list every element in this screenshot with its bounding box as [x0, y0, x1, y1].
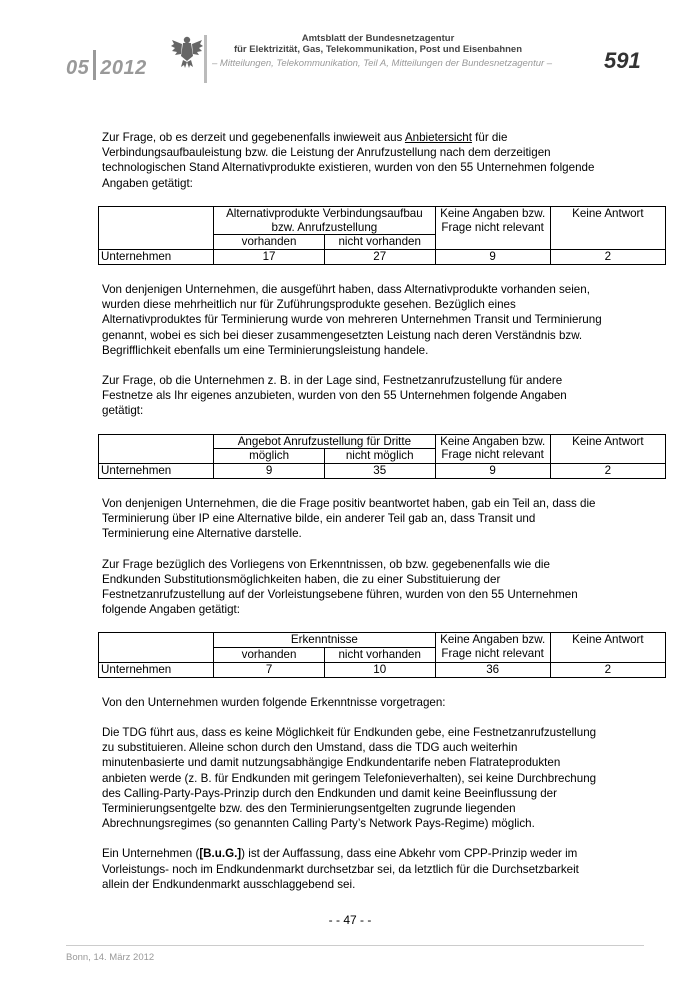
table-header-a: möglich	[214, 449, 325, 464]
paragraph-2: Von denjenigen Unternehmen, die ausgeführt haben, dass Alternativprodukte vorhanden seien, wurden diese mehrheitlich nur für Zuführungsprodukte gesehen. Bezüglich eines Alternativproduktes für Terminierung wurde von mehreren Unternehmen Transit und Terminierung genannt, wobei es sich bei dieser zusammengesetzten Leistung nach deren Verständnis bzw. Begrifflichkeit ebenfalls um eine Terminierungsleistung handele.	[102, 283, 602, 357]
table-header-a: vorhanden	[214, 235, 325, 250]
table-header-no-data: Keine Angaben bzw. Frage nicht relevant	[435, 434, 550, 464]
table-empty-cell	[99, 434, 214, 464]
table-header-b: nicht möglich	[324, 449, 435, 464]
row-label: Unternehmen	[99, 464, 214, 479]
gazette-subtitle: – Mitteilungen, Telekommunikation, Teil A, Mitteilungen der Bundesnetzagentur –	[212, 58, 553, 69]
p1-text-cont: für die Verbindungsaufbauleistung bzw. die Leistung der Anrufzustellung nach dem derzeitigen technologischen Stand Alternativprodukte existieren, wurden von den 55 Unternehmen folgende Angaben getätigt:	[102, 131, 595, 190]
cell-value-a: 17	[214, 250, 325, 265]
paragraph-3: Zur Frage, ob die Unternehmen z. B. in der Lage sind, Festnetzanrufzustellung für andere Festnetze als Ihr eigenes anzubieten, wurden von den 55 Unternehmen folgende Angaben getätigt:	[102, 374, 567, 418]
table-empty-cell	[99, 206, 214, 249]
table-header-no-answer: Keine Antwort	[550, 206, 665, 249]
table-empty-cell	[99, 633, 214, 663]
cell-value-d: 2	[550, 250, 665, 265]
table-header-no-data: Keine Angaben bzw. Frage nicht relevant	[435, 633, 550, 663]
table-findings	[98, 632, 666, 677]
footer-divider	[66, 945, 644, 946]
row-label: Unternehmen	[99, 250, 214, 265]
cell-value-c: 36	[435, 663, 550, 678]
gazette-title-line2: für Elektrizität, Gas, Telekommunikation, Post und Eisenbahnen	[233, 44, 523, 55]
table-row	[99, 250, 666, 265]
paragraph-7: Die TDG führt aus, dass es keine Möglichkeit für Endkunden gebe, eine Festnetzanrufzustellung zu substituieren. Alleine schon durch den Umstand, dass die TDG auch weiterhin minutenbasierte und damit nutzungsabhängige Endkundentarife neben Flatrateprodukten anbieten werde (z. B. für Endkunden mit geringem Telefonieverhalten), sei keine Durchbrechung des Calling-Party-Pays-Prinzip durch den Endkunden und damit keine Beeinflussung der Terminierungsentgelte bzw. des den Terminierungsentgelten zugrunde liegenden Abrechnungsregimes (so genannten Calling Party’s Network Pays-Regime) möglich.	[102, 726, 597, 831]
table-header-no-data: Keine Angaben bzw. Frage nicht relevant	[435, 206, 550, 249]
p1-underlined-term: Anbietersicht	[404, 131, 472, 144]
cell-value-d: 2	[550, 464, 665, 479]
p8-text-cont: ) ist der Auffassung, dass eine Abkehr vom CPP-Prinzip weder im Vorleistungs- noch im Endkundenmarkt durchsetzbar sei, da letztlich für die Durchsetzbarkeit allein der Endkundenmarkt ausschlaggebend sei.	[102, 847, 579, 891]
federal-eagle-icon	[170, 34, 204, 70]
paragraph-5: Zur Frage bezüglich des Vorliegens von Erkenntnissen, ob bzw. gegebenenfalls wie die Endkunden Substitutionsmöglichkeiten haben, die zu einer Substituierung der Festnetzanrufzustellung auf der Vorleistungsebene führen, wurden von den 55 Unternehmen folgende Angaben getätigt:	[102, 557, 578, 617]
inner-page-number: - - 47 - -	[328, 913, 372, 927]
table-group-header: Erkenntnisse	[214, 633, 435, 648]
table-group-header: Alternativprodukte Verbindungsaufbau bzw. Anrufzustellung	[214, 206, 435, 235]
cell-value-d: 2	[550, 663, 665, 678]
table-row	[99, 464, 666, 479]
cell-value-b: 27	[324, 250, 435, 265]
gazette-title	[212, 33, 544, 55]
table-header-b: nicht vorhanden	[324, 648, 435, 663]
cell-value-a: 7	[214, 663, 325, 678]
row-label: Unternehmen	[99, 663, 214, 678]
document-body	[101, 130, 644, 907]
table-header-a: vorhanden	[214, 648, 325, 663]
table-header-no-answer: Keine Antwort	[550, 633, 665, 663]
paragraph-6: Von den Unternehmen wurden folgende Erkenntnisse vorgetragen:	[102, 695, 446, 709]
paragraph-8	[102, 846, 602, 892]
table-third-party-offer	[98, 434, 666, 479]
issue-year: 2012	[100, 57, 147, 79]
cell-value-c: 9	[435, 464, 550, 479]
paragraph-4: Von denjenigen Unternehmen, die die Frage positiv beantwortet haben, gab ein Teil an, dass die Terminierung über IP eine Alternative bilde, ein anderer Teil gab an, dass Transit und Terminierung eine Alternative darstelle.	[102, 497, 596, 541]
paragraph-1	[102, 130, 602, 191]
table-row	[99, 663, 666, 678]
cell-value-c: 9	[435, 250, 550, 265]
p8-redaction-marker: [B.u.G.]	[199, 847, 242, 861]
p8-text: Ein Unternehmen (	[102, 847, 200, 861]
gazette-title-line1: Amtsblatt der Bundesnetzagentur	[301, 33, 455, 44]
issue-label	[66, 50, 147, 80]
cell-value-b: 35	[324, 464, 435, 479]
header-divider	[204, 35, 207, 83]
table-header-b: nicht vorhanden	[324, 235, 435, 250]
table-header-no-answer: Keine Antwort	[550, 434, 665, 464]
cell-value-a: 9	[214, 464, 325, 479]
cell-value-b: 10	[324, 663, 435, 678]
footer-date: Bonn, 14. März 2012	[66, 952, 155, 963]
page-number: 591	[604, 48, 641, 73]
issue-divider	[93, 50, 96, 80]
table-group-header: Angebot Anrufzustellung für Dritte	[214, 434, 435, 449]
table-alternative-products	[98, 206, 666, 265]
p1-text: Zur Frage, ob es derzeit und gegebenenfalls inwieweit aus	[102, 131, 405, 144]
issue-number: 05	[66, 57, 90, 79]
